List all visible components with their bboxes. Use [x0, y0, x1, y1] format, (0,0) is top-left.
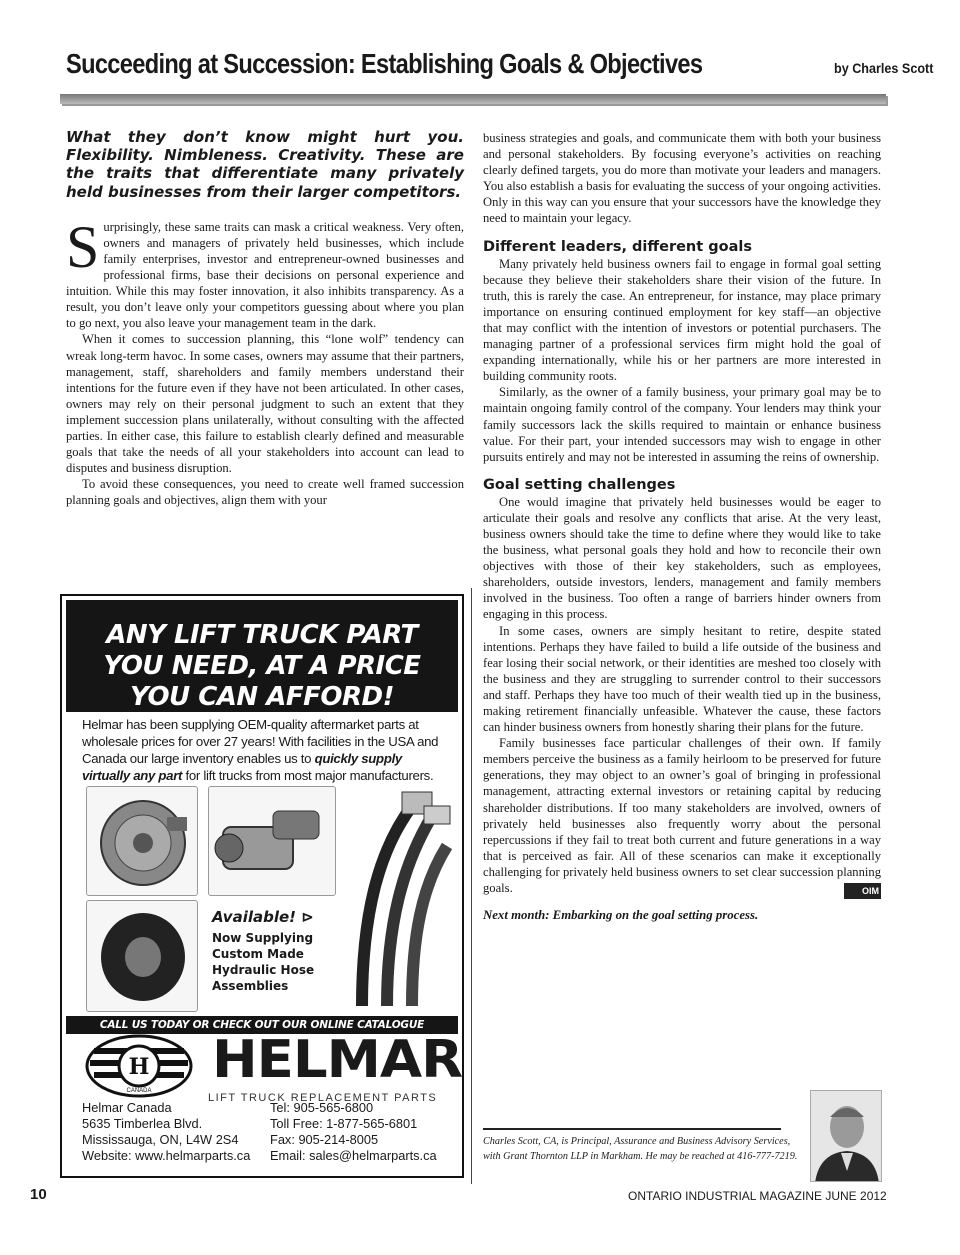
available-label: Available! [212, 908, 296, 926]
helmar-advertisement[interactable] [60, 594, 464, 1178]
next-month-teaser: Next month: Embarking on the goal setting process. [483, 908, 759, 923]
paragraph-text: urprisingly, these same traits can mask a critical weakness. Very often, owners and managers of privately held businesses, which include family enterprises, investor and entrepreneur-owned businesses and professional firms, base their decisions on personal experience and intuition. While this may foster innovation, it also inhibits transparency. As a result, you don’t leave only your competitors guessing about where you plan to go next, you also leave your management team in the dark. [66, 219, 464, 331]
ad-headline-line: YOU CAN AFFORD! [130, 682, 394, 712]
ad-address [82, 1100, 250, 1164]
hydraulic-hose-icon [342, 786, 456, 1012]
product-photo-starter [208, 786, 336, 896]
author-portrait-icon [811, 1091, 882, 1182]
ad-contact-numbers [270, 1100, 437, 1164]
body-paragraph: Many privately held business owners fail to engage in formal goal setting because they believe their stakeholders share their vision of the future. In truth, this is rarely the case. An entrepreneur, for instance, may place primary importance on ensuring continued employment for key staff—an objective that may conflict with the intention of investors or potential purchasers. The managing partner of a professional services firm might hold the goal of expanding internationally, while his or her partners are more interested in building community roots. [483, 256, 881, 384]
helmar-logo-icon [84, 1034, 194, 1098]
ad-headline-line: ANY LIFT TRUCK PART [106, 620, 418, 650]
ad-available-block [212, 908, 314, 994]
section-heading: Different leaders, different goals [483, 238, 752, 255]
phone-number: Tel: 905-565-6800 [270, 1100, 374, 1115]
ad-intro-text: Helmar has been supplying OEM-quality aftermarket parts at wholesale prices for over 27 years! With facilities in the USA and Canada our large inventory enables us to [82, 717, 439, 766]
body-paragraph: business strategies and goals, and communicate them with both your business and personal stakeholders. By focusing everyone’s activities on reaching clearly defined targets, you do more than motivate your leaders and managers. You also establish a basis for evaluating the success of your ongoing activities. Only in this way can you ensure that your successors have the knowledge they need to maintain your legacy. [483, 131, 881, 226]
arrow-right-icon: ⊳ [301, 908, 314, 926]
paragraph-text: Family businesses face particular challenges of their own. If family members perceive the business as a family heirloom to be preserved for future generations, they may object to an owner’s goal of bringing in professional management, attracting external investors or retaining capital by reducing shareholder distributions. If too many stakeholders are involved, owners of privately held businesses also frequently worry about the personal repercussions if they fail to treat both current and future generations in a way that is perceived as fair. All of these scenarios can make it exceptionally challenging for privately held business owners to set clear succession planning goals. [483, 736, 881, 896]
body-paragraph [483, 735, 881, 896]
article-byline: by Charles Scott [834, 60, 934, 76]
article-title: Succeeding at Succession: Establishing Goals & Objectives [66, 48, 703, 79]
product-photo-tire [86, 900, 198, 1012]
left-column [66, 128, 464, 509]
ad-intro [82, 716, 450, 784]
ad-intro-text: for lift trucks from most major manufacturers. [182, 768, 434, 783]
supply-line: Hydraulic Hose [212, 963, 315, 977]
body-paragraph [66, 213, 464, 332]
body-paragraph: One would imagine that privately held businesses would be eager to articulate their goals and resolve any conflicts that arise. At the very least, business owners should take the time to define where they would like to take the business, what personal goals they hold and how to reconcile their own objectives with those of their key stakeholders, such as employees, shareholders, outside investors, lenders, management and family members involved in the business. Too often a range of barriers hinder owners from engaging in this process. [483, 494, 881, 622]
right-column [483, 130, 881, 923]
bio-rule [483, 1128, 781, 1130]
supply-line: Custom Made [212, 947, 304, 961]
website-link[interactable]: Website: www.helmarparts.ca [82, 1148, 251, 1163]
page-number: 10 [30, 1186, 47, 1203]
toll-free-number: Toll Free: 1-877-565-6801 [270, 1116, 418, 1131]
supply-line: Assemblies [212, 979, 289, 993]
article-header [66, 48, 934, 88]
svg-text:CANADA: CANADA [126, 1088, 152, 1094]
ad-intro-emphasis: quickly supply virtually any part [82, 751, 402, 783]
ad-headline-line: YOU NEED, AT A PRICE [103, 651, 421, 681]
address-line: Helmar Canada [82, 1100, 172, 1115]
ad-brand-subtitle: LIFT TRUCK REPLACEMENT PARTS [208, 1092, 438, 1104]
body-paragraph: In some cases, owners are simply hesitant to retire, despite stated intentions. Perhaps they have failed to build a life outside of the business and fear losing their social network, or their identities are meshed too closely with the business and they are struggling to surrender control to their successors and staff. Perhaps they have too much of their wealth tied up in the business, making retirement financially unfeasible. Whatever the cause, these factors can hinder business owners from honestly sharing their plans for the future. [483, 623, 881, 735]
regulator-icon [87, 787, 199, 897]
ad-banner [66, 600, 458, 712]
header-rule [60, 94, 886, 104]
supply-line: Now Supplying [212, 931, 314, 945]
fax-number: Fax: 905-214-8005 [270, 1132, 379, 1147]
tire-icon [87, 901, 199, 1013]
lead-paragraph: What they don’t know might hurt you. Flexibility. Nimbleness. Creativity. These are the traits that differentiate many privately held businesses from their larger competitors. [66, 128, 464, 201]
email-link[interactable]: Email: sales@helmarparts.ca [270, 1148, 437, 1163]
author-photo [810, 1090, 882, 1182]
starter-motor-icon [209, 787, 337, 897]
body-paragraph: Similarly, as the owner of a family business, your primary goal may be to maintain ongoing family control of the company. Your lenders may think your family successors lack the skills required to maintain or enhance business value. For their part, your intended successors may wish to engage in other pursuits entirely and may not be interested in assuming the reins of ownership. [483, 385, 881, 464]
magazine-footer: ONTARIO INDUSTRIAL MAGAZINE JUNE 2012 [628, 1189, 887, 1203]
section-heading: Goal setting challenges [483, 476, 676, 493]
product-photo-hoses [342, 786, 456, 1012]
address-line: 5635 Timberlea Blvd. [82, 1116, 203, 1131]
body-paragraph: When it comes to succession planning, this “lone wolf” tendency can wreak long-term havoc. In some cases, owners may assume that their partners, management, staff, shareholders and family members understand their intentions for the future even if they have not been articulated. In other cases, owners may rely on their personal judgment to such an extent that they implement succession plans unilaterally, without consulting with the affected parties. In either case, this failure to establish clearly defined and measurable goals that take the needs of all your stakeholders into account can lead to disputes and business disruption. [66, 332, 464, 476]
ad-headline [66, 620, 458, 713]
product-photo-regulator [86, 786, 198, 896]
author-bio: Charles Scott, CA, is Principal, Assurance and Business Advisory Services, with Grant Thornton LLP in Markham. He may be reached at 416-777-7219. [483, 1136, 798, 1162]
svg-text:H: H [128, 1054, 150, 1080]
address-line: Mississauga, ON, L4W 2S4 [82, 1132, 239, 1147]
ad-brand-name: HELMAR [212, 1030, 463, 1090]
body-paragraph: To avoid these consequences, you need to create well framed succession planning goals and objectives, align them with your [66, 477, 464, 508]
ad-call-bar: CALL US TODAY OR CHECK OUT OUR ONLINE CATALOGUE [66, 1016, 458, 1034]
column-divider [471, 588, 472, 1184]
drop-cap: S [66, 213, 100, 280]
oim-end-mark: OIM [844, 883, 881, 899]
